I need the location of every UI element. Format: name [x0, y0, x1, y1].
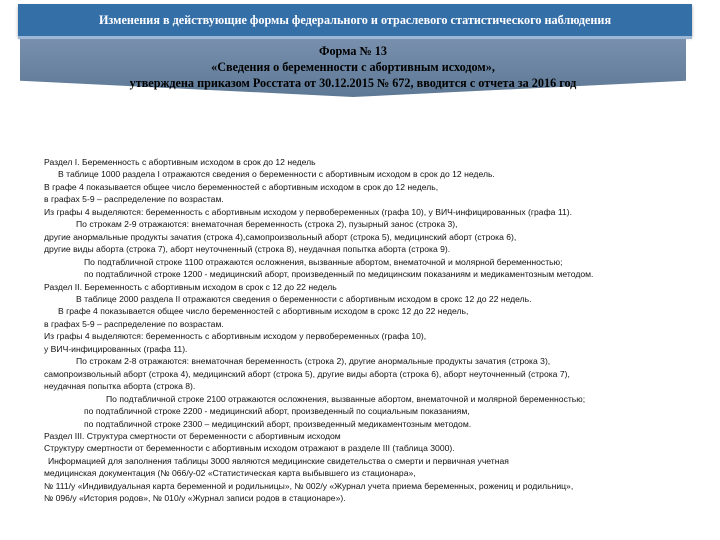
text-line: Из графы 4 выделяются: беременность с абортивным исходом у первобеременных (графа 10),	[44, 331, 427, 342]
text-line: По строкам 2-9 отражаются: внематочная беременность (строка 2), пузырный занос (строка 3),	[76, 219, 458, 230]
text-line: другие виды аборта (строка 7), аборт неуточненный (строка 8), неудачная попытка аборта (строка 9).	[44, 244, 451, 255]
text-line: в графах 5-9 – распределение по возрастам.	[44, 194, 224, 205]
text-line: По строкам 2-8 отражаются: внематочная беременность (строка 2), другие анормальные продукты зачатия (строка 3),	[76, 356, 551, 367]
text-line: медицинская документация (№ 066/у-02 «Статистическая карта выбывшего из стационара»,	[44, 468, 416, 479]
form-callout-text	[20, 43, 686, 91]
text-line: самопроизвольный аборт (строка 4), медицинский аборт (строка 5), другие виды аборта (строка 6), аборт неуточненный (строка 7),	[44, 368, 570, 379]
form-approval: утверждена приказом Росстата от 30.12.2015 № 672, вводится с отчета за 2016 год	[129, 76, 577, 90]
text-line: В графе 4 показывается общее число беременностей с абортивным исходом в срокс 12 до 22 недель,	[58, 306, 469, 317]
text-line: в графах 5-9 – распределение по возрастам.	[44, 318, 224, 329]
text-line: По подтабличной строке 2100 отражаются осложнения, вызванные абортом, внематочной и молярной беременностью;	[106, 393, 586, 404]
text-line: № 111/у «Индивидуальная карта беременной и родильницы», № 002/у «Журнал учета приема беременных, рожениц и родильниц»,	[44, 480, 574, 491]
section-2-heading: Раздел II. Беременность с абортивным исходом в срок с 12 до 22 недель	[44, 281, 337, 292]
text-line: неудачная попытка аборта (строка 8).	[44, 381, 196, 392]
text-line: Из графы 4 выделяются: беременность с абортивным исходом у первобеременных (графа 10), у ВИЧ-инфицированных (графа 11).	[44, 206, 572, 217]
text-line: по подтабличной строке 2200 - медицинский аборт, произведенный по социальным показаниям,	[84, 406, 470, 417]
slide-title-banner	[18, 4, 692, 36]
form-number: Форма № 13	[319, 44, 387, 58]
text-line: В графе 4 показывается общее число беременностей с абортивным исходом в срок до 12 недель,	[44, 181, 439, 192]
text-line: другие анормальные продукты зачатия (строка 4),самопроизвольный аборт (строка 5), медицинский аборт (строка 6),	[44, 231, 517, 242]
section-3-heading: Раздел III. Структура смертности от беременности с абортивным исходом	[44, 430, 341, 441]
text-line: В таблице 1000 раздела I отражаются сведения о беременности с абортивным исходом в срок до 12 недель.	[58, 169, 495, 180]
form-name: «Сведения о беременности с абортивным исходом»,	[211, 60, 495, 74]
text-line: Информацией для заполнения таблицы 3000 являются медицинские свидетельства о смерти и первичная учетная	[48, 455, 509, 466]
text-line: Структуру смертности от беременности с абортивным исходом отражают в разделе III (таблица 3000).	[44, 443, 455, 454]
text-line: № 096/у «История родов», № 010/у «Журнал записи родов в стационаре»).	[44, 493, 346, 504]
text-line: По подтабличной строке 1100 отражаются осложнения, вызванные абортом, внематочной и молярной беременностью;	[84, 256, 563, 267]
slide-title: Изменения в действующие формы федерального и отраслевого статистического наблюдения	[98, 12, 612, 27]
text-line: В таблице 2000 раздела II отражаются сведения о беременности с абортивным исходом в срокс 12 до 22 недель.	[76, 293, 532, 304]
text-line: по подтабличной строке 2300 – медицинский аборт, произведенный медикаментозным методом.	[84, 418, 472, 429]
text-line: у ВИЧ-инфицированных (графа 11).	[44, 343, 188, 354]
instructions-text	[44, 156, 706, 505]
section-1-heading: Раздел I. Беременность с абортивным исходом в срок до 12 недель	[44, 157, 316, 167]
banner-divider	[18, 36, 692, 39]
text-line: по подтабличной строке 1200 - медицинский аборт, произведенный по медицинским показаниям и медикаментозным методом.	[84, 269, 594, 280]
